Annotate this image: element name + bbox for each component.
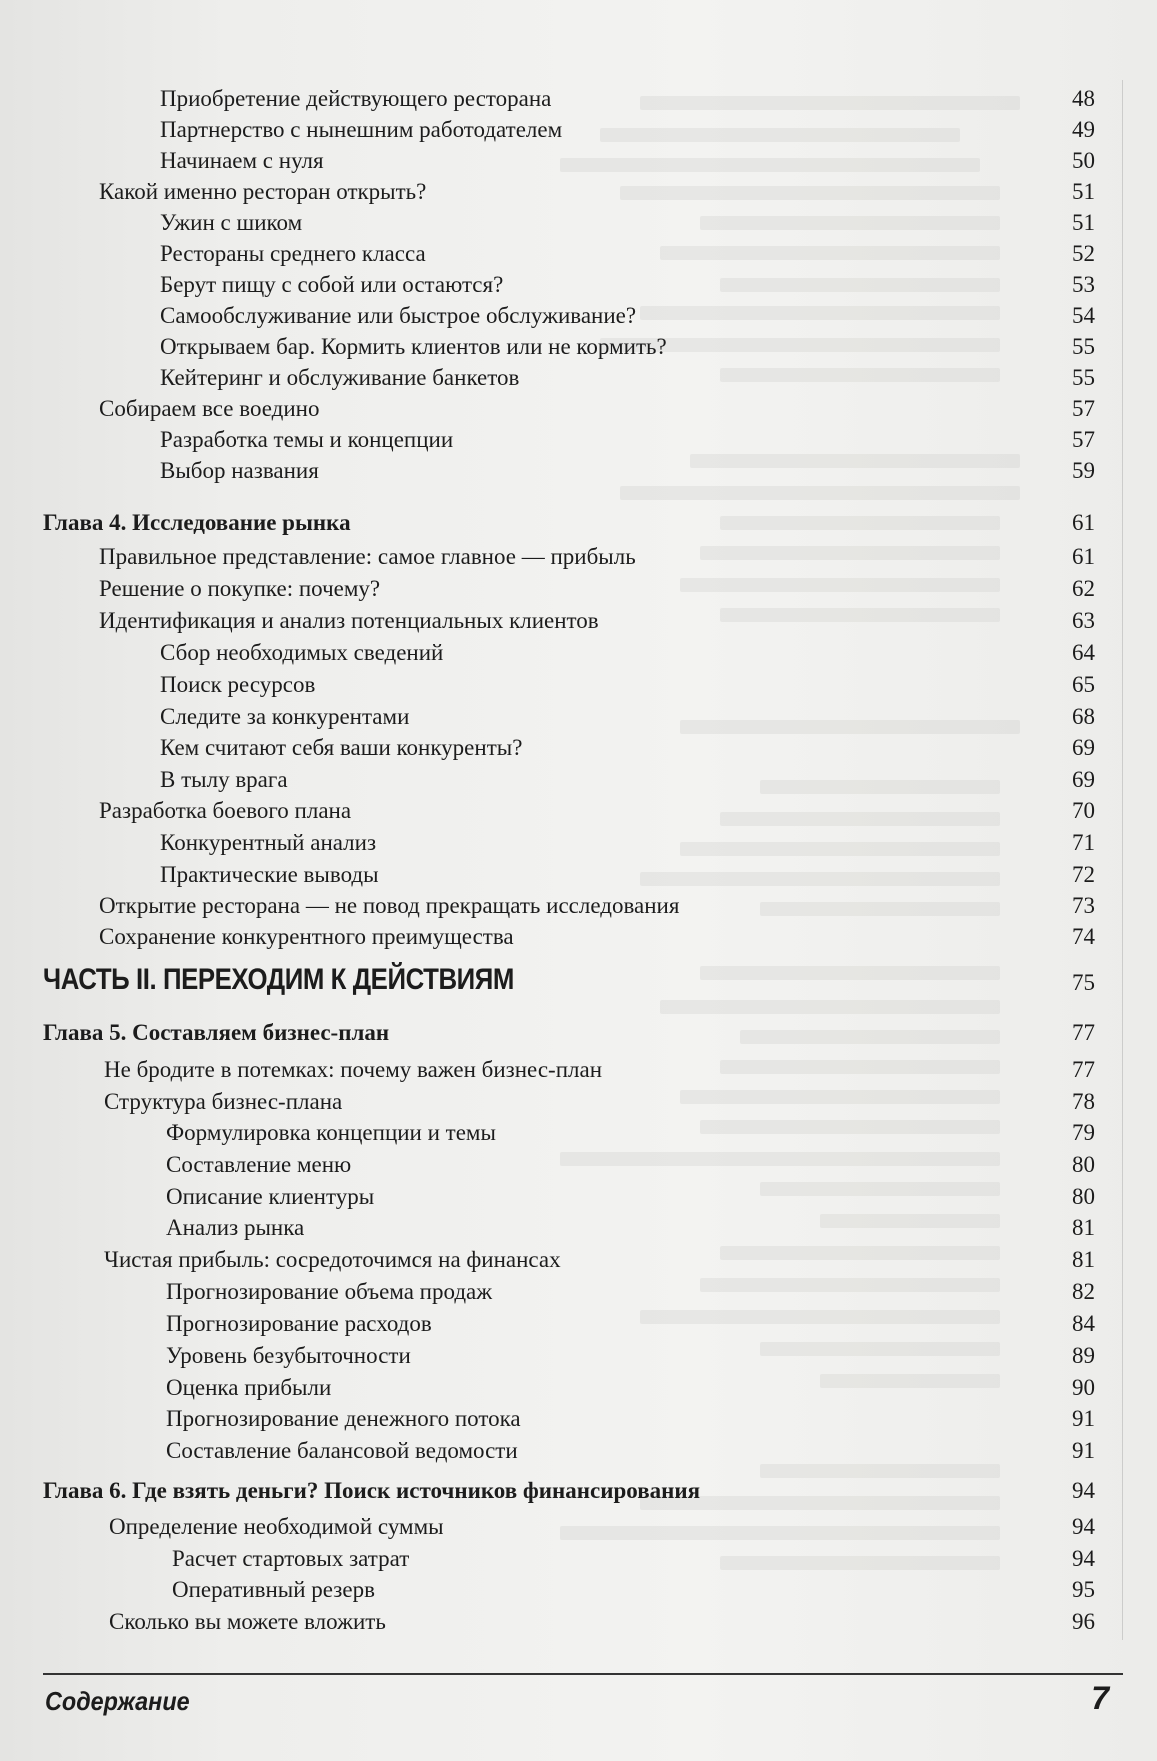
toc-page-number: 68: [1072, 704, 1095, 729]
toc-entry-label: Формулировка концепции и темы: [166, 1120, 496, 1145]
toc-page-number: 51: [1072, 179, 1095, 204]
toc-entry[interactable]: [0, 425, 1157, 455]
toc-entry-label: Прогнозирование объема продаж: [166, 1279, 493, 1304]
toc-entry-label: Собираем все воедино: [99, 396, 320, 421]
toc-entry[interactable]: [0, 146, 1157, 176]
toc-page-number: 91: [1072, 1438, 1095, 1463]
part-page-number: 75: [1072, 970, 1095, 995]
toc-page-number: 80: [1072, 1184, 1095, 1209]
toc-page-number: 59: [1072, 458, 1095, 483]
toc-page-number: 69: [1072, 735, 1095, 760]
toc-entry[interactable]: [0, 208, 1157, 238]
toc-entry-label: Глава 6. Где взять деньги? Поиск источников финансирования: [43, 1478, 701, 1503]
toc-page-number: 65: [1072, 672, 1095, 697]
page-number: 7: [1091, 1680, 1109, 1716]
toc-entry[interactable]: [0, 828, 1157, 858]
toc-entry[interactable]: [0, 115, 1157, 145]
toc-entry[interactable]: [0, 606, 1157, 636]
toc-entry-label: Определение необходимой суммы: [109, 1514, 444, 1539]
toc-entry[interactable]: [0, 1544, 1157, 1574]
toc-entry-label: Поиск ресурсов: [160, 672, 316, 697]
toc-page-number: 81: [1072, 1215, 1095, 1240]
toc-page-number: 72: [1072, 862, 1095, 887]
toc-entry[interactable]: [0, 1213, 1157, 1243]
toc-page-number: 94: [1072, 1514, 1095, 1539]
toc-page-number: 55: [1072, 365, 1095, 390]
toc-entry[interactable]: [0, 542, 1157, 572]
toc-entry-label: В тылу врага: [160, 767, 288, 792]
toc-entry-label: Расчет стартовых затрат: [172, 1546, 410, 1571]
toc-entry-label: Партнерство с нынешним работодателем: [160, 117, 563, 142]
toc-entry-label: Идентификация и анализ потенциальных клиентов: [99, 608, 599, 633]
toc-entry[interactable]: [0, 270, 1157, 300]
toc-entry-label: Какой именно ресторан открыть?: [99, 179, 427, 204]
toc-entry-label: Разработка темы и концепции: [160, 427, 454, 452]
toc-entry[interactable]: [0, 84, 1157, 114]
toc-entry-label: Структура бизнес-плана: [104, 1089, 343, 1114]
toc-entry-label: Прогнозирование денежного потока: [166, 1406, 521, 1431]
toc-entry-label: Оперативный резерв: [172, 1577, 375, 1602]
toc-entry[interactable]: [0, 1150, 1157, 1180]
toc-entry-label: Глава 5. Составляем бизнес-план: [43, 1020, 390, 1045]
toc-entry[interactable]: [0, 332, 1157, 362]
toc-page-number: 91: [1072, 1406, 1095, 1431]
toc-page-number: 63: [1072, 608, 1095, 633]
toc-entry-label: Уровень безубыточности: [166, 1343, 411, 1368]
toc-entry-label: Описание клиентуры: [166, 1184, 375, 1209]
toc-entry[interactable]: [0, 891, 1157, 921]
part-heading[interactable]: ЧАСТЬ II. ПЕРЕХОДИМ К ДЕЙСТВИЯМ: [43, 963, 514, 996]
running-footer-title: Содержание: [45, 1686, 190, 1716]
toc-entry-label: Сбор необходимых сведений: [160, 640, 444, 665]
toc-entry-label: Разработка боевого плана: [99, 798, 352, 823]
toc-entry[interactable]: [0, 1575, 1157, 1605]
toc-entry[interactable]: [0, 1055, 1157, 1085]
toc-entry[interactable]: [0, 1309, 1157, 1339]
toc-entry[interactable]: [0, 796, 1157, 826]
toc-page-number: 79: [1072, 1120, 1095, 1145]
toc-page-number: 90: [1072, 1375, 1095, 1400]
toc-page-number: 77: [1072, 1020, 1095, 1045]
toc-page-number: 95: [1072, 1577, 1095, 1602]
toc-entry[interactable]: [0, 1436, 1157, 1466]
toc-entry[interactable]: [0, 1277, 1157, 1307]
toc-page-number: 55: [1072, 334, 1095, 359]
toc-entry-label: Практические выводы: [160, 862, 379, 887]
toc-page-number: 77: [1072, 1057, 1095, 1082]
toc-page-number: 89: [1072, 1343, 1095, 1368]
toc-page-number: 94: [1072, 1546, 1095, 1571]
toc-entry[interactable]: [0, 239, 1157, 269]
toc-entry-label: Чистая прибыль: сосредоточимся на финансах: [104, 1247, 561, 1272]
toc-page-number: 57: [1072, 396, 1095, 421]
toc-entry-label: Конкурентный анализ: [160, 830, 377, 855]
toc-entry[interactable]: [0, 1404, 1157, 1434]
toc-entry[interactable]: [0, 177, 1157, 207]
toc-entry-label: Кейтеринг и обслуживание банкетов: [160, 365, 520, 390]
toc-entry-label: Сохранение конкурентного преимущества: [99, 924, 514, 949]
toc-entry[interactable]: [0, 1512, 1157, 1542]
toc-entry[interactable]: [0, 574, 1157, 604]
toc-entry[interactable]: [0, 765, 1157, 795]
toc-entry-label: Открытие ресторана — не повод прекращать исследования: [99, 893, 680, 918]
toc-entry-label: Самообслуживание или быстрое обслуживание?: [160, 303, 637, 328]
toc-entry[interactable]: [0, 1245, 1157, 1275]
toc-entry-label: Составление меню: [166, 1152, 352, 1177]
toc-entry[interactable]: [0, 1373, 1157, 1403]
toc-page-number: 82: [1072, 1279, 1095, 1304]
toc-entry-label: Правильное представление: самое главное — прибыль: [99, 544, 636, 569]
toc-page-number: 52: [1072, 241, 1095, 266]
toc-page-number: 96: [1072, 1609, 1095, 1634]
toc-page-number: 53: [1072, 272, 1095, 297]
toc-entry[interactable]: [0, 456, 1157, 486]
toc-page-number: 94: [1072, 1478, 1095, 1503]
toc-entry-label: Ужин с шиком: [160, 210, 303, 235]
toc-page-number: 51: [1072, 210, 1095, 235]
toc-chapter-heading[interactable]: [0, 1018, 1157, 1048]
toc-entry[interactable]: [0, 670, 1157, 700]
toc-entry-label: Глава 4. Исследование рынка: [43, 510, 351, 535]
toc-page-number: 69: [1072, 767, 1095, 792]
toc-page-number: 61: [1072, 544, 1095, 569]
toc-page-number: 73: [1072, 893, 1095, 918]
toc-entry[interactable]: [0, 638, 1157, 668]
toc-page-number: 61: [1072, 510, 1095, 535]
toc-entry-label: Открываем бар. Кормить клиентов или не кормить?: [160, 334, 667, 359]
toc-page-number: 80: [1072, 1152, 1095, 1177]
toc-entry[interactable]: [0, 1118, 1157, 1148]
toc-entry[interactable]: [0, 1341, 1157, 1371]
toc-entry-label: Решение о покупке: почему?: [99, 576, 381, 601]
toc-entry-label: Выбор названия: [160, 458, 319, 483]
toc-page-number: 78: [1072, 1089, 1095, 1114]
toc-entry[interactable]: [0, 1607, 1157, 1637]
toc-page-number: 54: [1072, 303, 1095, 328]
toc-entry[interactable]: [0, 394, 1157, 424]
toc-page-number: 62: [1072, 576, 1095, 601]
toc-page-number: 50: [1072, 148, 1095, 173]
toc-entry-label: Рестораны среднего класса: [160, 241, 426, 266]
toc-entry[interactable]: [0, 1087, 1157, 1117]
toc-page-number: 74: [1072, 924, 1095, 949]
toc-page-number: 84: [1072, 1311, 1095, 1336]
toc-entry-label: Начинаем с нуля: [160, 148, 324, 173]
toc-page-number: 49: [1072, 117, 1095, 142]
toc-entry[interactable]: [0, 1182, 1157, 1212]
toc-page-number: 81: [1072, 1247, 1095, 1272]
toc-entry-label: Следите за конкурентами: [160, 704, 410, 729]
toc-entry-label: Оценка прибыли: [166, 1375, 332, 1400]
toc-entry-label: Составление балансовой ведомости: [166, 1438, 518, 1463]
toc-entry-label: Кем считают себя ваши конкуренты?: [160, 735, 523, 760]
toc-entry-label: Сколько вы можете вложить: [109, 1609, 386, 1634]
toc-entry[interactable]: [0, 733, 1157, 763]
toc-entry-label: Не бродите в потемках: почему важен бизнес-план: [104, 1057, 603, 1082]
toc-entry[interactable]: [0, 860, 1157, 890]
toc-page-number: 70: [1072, 798, 1095, 823]
toc-entry-label: Прогнозирование расходов: [166, 1311, 432, 1336]
toc-entry[interactable]: [0, 702, 1157, 732]
toc-page-number: 64: [1072, 640, 1095, 665]
toc-chapter-heading[interactable]: [0, 1476, 1157, 1506]
toc-chapter-heading[interactable]: [0, 508, 1157, 538]
toc-page-number: 57: [1072, 427, 1095, 452]
toc-page-number: 71: [1072, 830, 1095, 855]
toc-entry-label: Приобретение действующего ресторана: [160, 86, 552, 111]
toc-entry[interactable]: [0, 922, 1157, 952]
toc-entry[interactable]: [0, 363, 1157, 393]
toc-entry-label: Берут пищу с собой или остаются?: [160, 272, 504, 297]
toc-entry[interactable]: [0, 301, 1157, 331]
footer-rule: [43, 1673, 1123, 1675]
toc-page-number: 48: [1072, 86, 1095, 111]
toc-entry-label: Анализ рынка: [166, 1215, 305, 1240]
